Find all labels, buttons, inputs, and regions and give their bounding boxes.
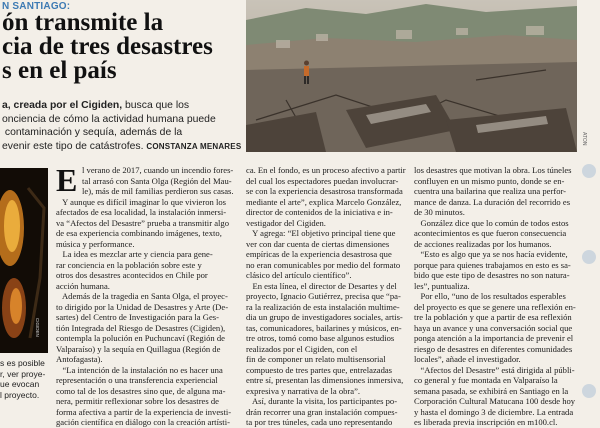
side-photo	[0, 168, 48, 353]
side-photo-credit: CIGIDEN	[35, 318, 40, 337]
byline: CONSTANZA MENARES	[146, 141, 242, 151]
body-column-3: los desastres que motivan la obra. Los túneles confluyen en un mismo punto, donde se en- cuentra una bailarina que realiza una perfor- mance de danza. La duración del recorrido es de 30 minutos. González dice que lo común de todos estos acontecimientos es que fueron consecuencia de acciones realizadas por los humanos. “Esto es algo que ya se nos hacía evidente, porque para quienes trabajamos en esto es sa- bido que este tipo de desastres no son natura- les”, puntualiza. Por ello, “uno de los resultados esperables del proyecto es que se genere una reflexión en- tre la población y que a partir de esa reflexión haya un avance y una conversación social que ponga atención a la importancia de prevenir el riesgo de desastres en diferentes comunidades locales”, añade el investigador. “Afectos del Desastre” está dirigida al públi- co general y fue montada en Valparaíso la semana pasada, se exhibirá en Santiago en la Corporación Cultural Matucana 100 desde hoy y hasta el domingo 3 de diciembre. La entrada es liberada previa inscripción en m100.cl.	[414, 165, 576, 427]
photo-credit: ATON	[581, 132, 587, 146]
scroll-up-button[interactable]	[582, 164, 596, 178]
main-photo	[246, 0, 577, 152]
headline: ón transmite la cia de tres desastres s en el país	[2, 9, 213, 84]
lead-paragraph	[2, 99, 240, 153]
body-column-2: ca. En el fondo, es un proceso afectivo a partir del cual los espectadores puedan involucrar- se con la experiencia desastrosa transformada mediante el arte”, explica Marcelo González, director de contenidos de la iniciativa e in- vestigador del Cigiden. Y agrega: “El objetivo principal tiene que ver con dar cuenta de ciertas dimensiones empíricas de la experiencia desastrosa que no eran comunicables por medio del formato clásico del artículo científico”. En esta línea, el director de Desartes y del proyecto, Ignacio Gutiérrez, precisa que “pa- ra la realización de esta instalación multime- dia un grupo de investigadores sociales, artis- tas, comunicadores, bailarines y músicos, en- tre otros, tomó como base algunos estudios realizados por el Cigiden, con el fin de componer un relato multisensorial compuesto de tres partes que, entrelazadas entre sí, presentan las dimensiones inmersiva, expresiva y narrativa de la obra”. Así, durante la visita, los participantes po- drán recorrer una gran instalación compues- ta por tres túneles, cada uno representando	[246, 165, 406, 427]
scroll-down-button[interactable]	[582, 384, 596, 398]
column-1-text: Y aunque es difícil imaginar lo que vivieron los afectados de esa localidad, la instalación inmersi- va “Afectos del Desastre” prueba a transmitir algo de esa experiencia combinando imágenes, texto, música y performance. La idea es mezclar arte y ciencia para gene- rar conciencia en la población sobre este y otros dos desastres acontecidos en Chile por acción humana. Además de la tragedia en Santa Olga, el proyec- to dirigido por la Unidad de Desastres y Arte (De- sartes) del Centro de Investigación para la Ges- tión Integrada del Riesgo de Desastres (Cigiden), contempla la polución en Puchuncaví (Región de Valparaíso) y la sequía en Quillagua (Región de Antofagasta). “La intención de la instalación no es hacer una representación o una transferencia experiencial como tal de los desastres sino que, de alguna ma- nera, permitir reflexionar sobre los desastres de forma afectiva a partir de la experiencia de investi- gación científica en diálogo con la creación artísti-	[56, 196, 232, 427]
installation-photo	[0, 168, 48, 353]
drop-cap: E	[56, 162, 78, 198]
column-1-opening: l verano de 2017, cuando un incendio fores- tal arrasó con Santa Olga (Región del Mau- le), más de mil familias perdieron sus casas.	[82, 165, 234, 196]
section-kicker: N SANTIAGO:	[2, 1, 71, 12]
side-photo-caption: s es posible r, ver proye- ue evocan l proyecto.	[0, 358, 46, 400]
lead-bold: a, creada por el Cigiden,	[2, 100, 123, 111]
lead-text: busca que los onciencia de cómo la actividad humana puede contaminación y sequía, además de la evenir este tipo de catástrofes.	[2, 100, 216, 152]
body-column-1	[56, 162, 242, 428]
scroll-middle-button[interactable]	[582, 250, 596, 264]
burned-town-photo	[246, 0, 577, 152]
